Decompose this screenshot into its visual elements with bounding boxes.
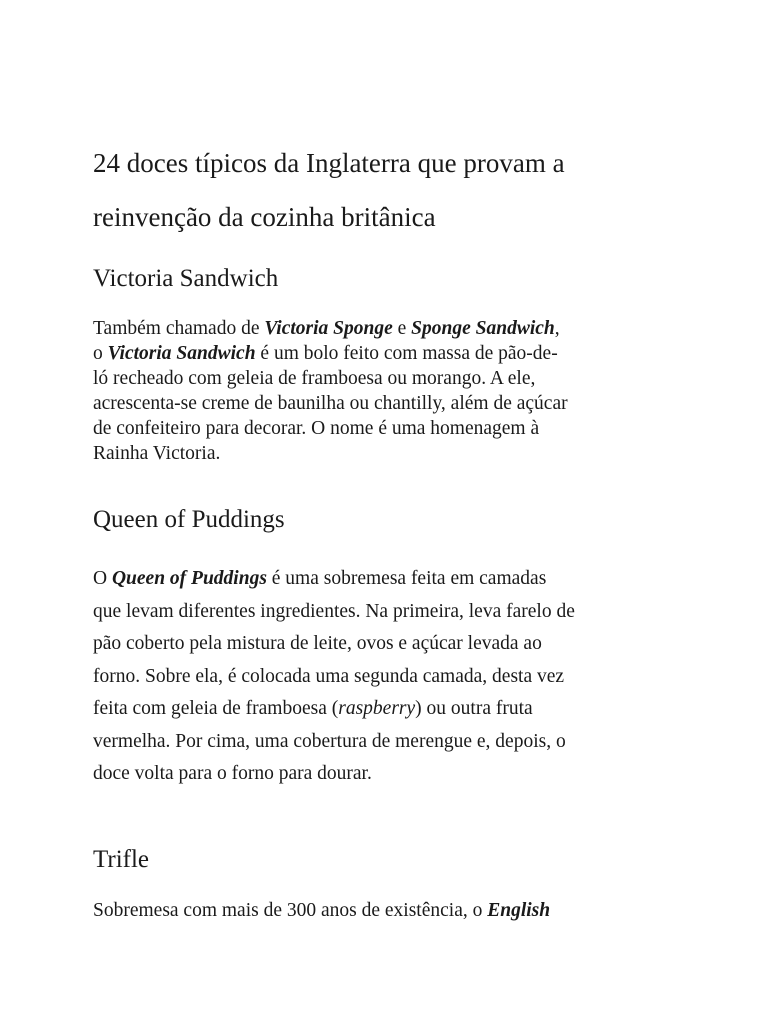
paragraph-line: ló recheado com geleia de framboesa ou morango. A ele, [93,368,536,389]
emphasis-term: Sponge Sandwich [411,318,555,339]
title-line: 24 doces típicos da Inglaterra que provam a [93,148,565,178]
section-paragraph [93,563,575,791]
section-paragraph [93,897,550,925]
paragraph-line: Também chamado de Victoria Sponge e Sponge Sandwich, [93,318,560,339]
emphasis-term: English [487,900,551,921]
title-line: reinvenção da cozinha britânica [93,202,436,232]
paragraph-line: Rainha Victoria. [93,443,221,464]
paragraph-line: feita com geleia de framboesa (raspberry) ou outra fruta [93,698,533,719]
paragraph-line: Sobremesa com mais de 300 anos de existência, o English [93,900,551,921]
paragraph-line: vermelha. Por cima, uma cobertura de merengue e, depois, o [93,730,566,752]
paragraph-line: de confeiteiro para decorar. O nome é uma homenagem à [93,418,540,439]
section-heading-queen-of-puddings: Queen of Puddings [93,506,285,533]
section-paragraph [93,316,568,466]
paragraph-line: doce volta para o forno para dourar. [93,763,372,784]
paragraph-line: acrescenta-se creme de baunilha ou chantilly, além de açúcar [93,393,568,414]
italic-term: raspberry [338,698,416,719]
document-title [93,136,693,244]
paragraph-line: O Queen of Puddings é uma sobremesa feita em camadas [93,568,547,589]
paragraph-line: o Victoria Sandwich é um bolo feito com massa de pão-de- [93,343,558,364]
emphasis-term: Queen of Puddings [111,568,267,589]
emphasis-term: Victoria Sponge [264,318,393,339]
emphasis-term: Victoria Sandwich [107,343,256,364]
section-heading-victoria-sandwich: Victoria Sandwich [93,265,279,292]
section-heading-trifle: Trifle [93,846,150,873]
paragraph-line: pão coberto pela mistura de leite, ovos e açúcar levada ao [93,633,542,654]
paragraph-line: forno. Sobre ela, é colocada uma segunda camada, desta vez [93,665,565,687]
paragraph-line: que levam diferentes ingredientes. Na primeira, leva farelo de [93,600,575,622]
